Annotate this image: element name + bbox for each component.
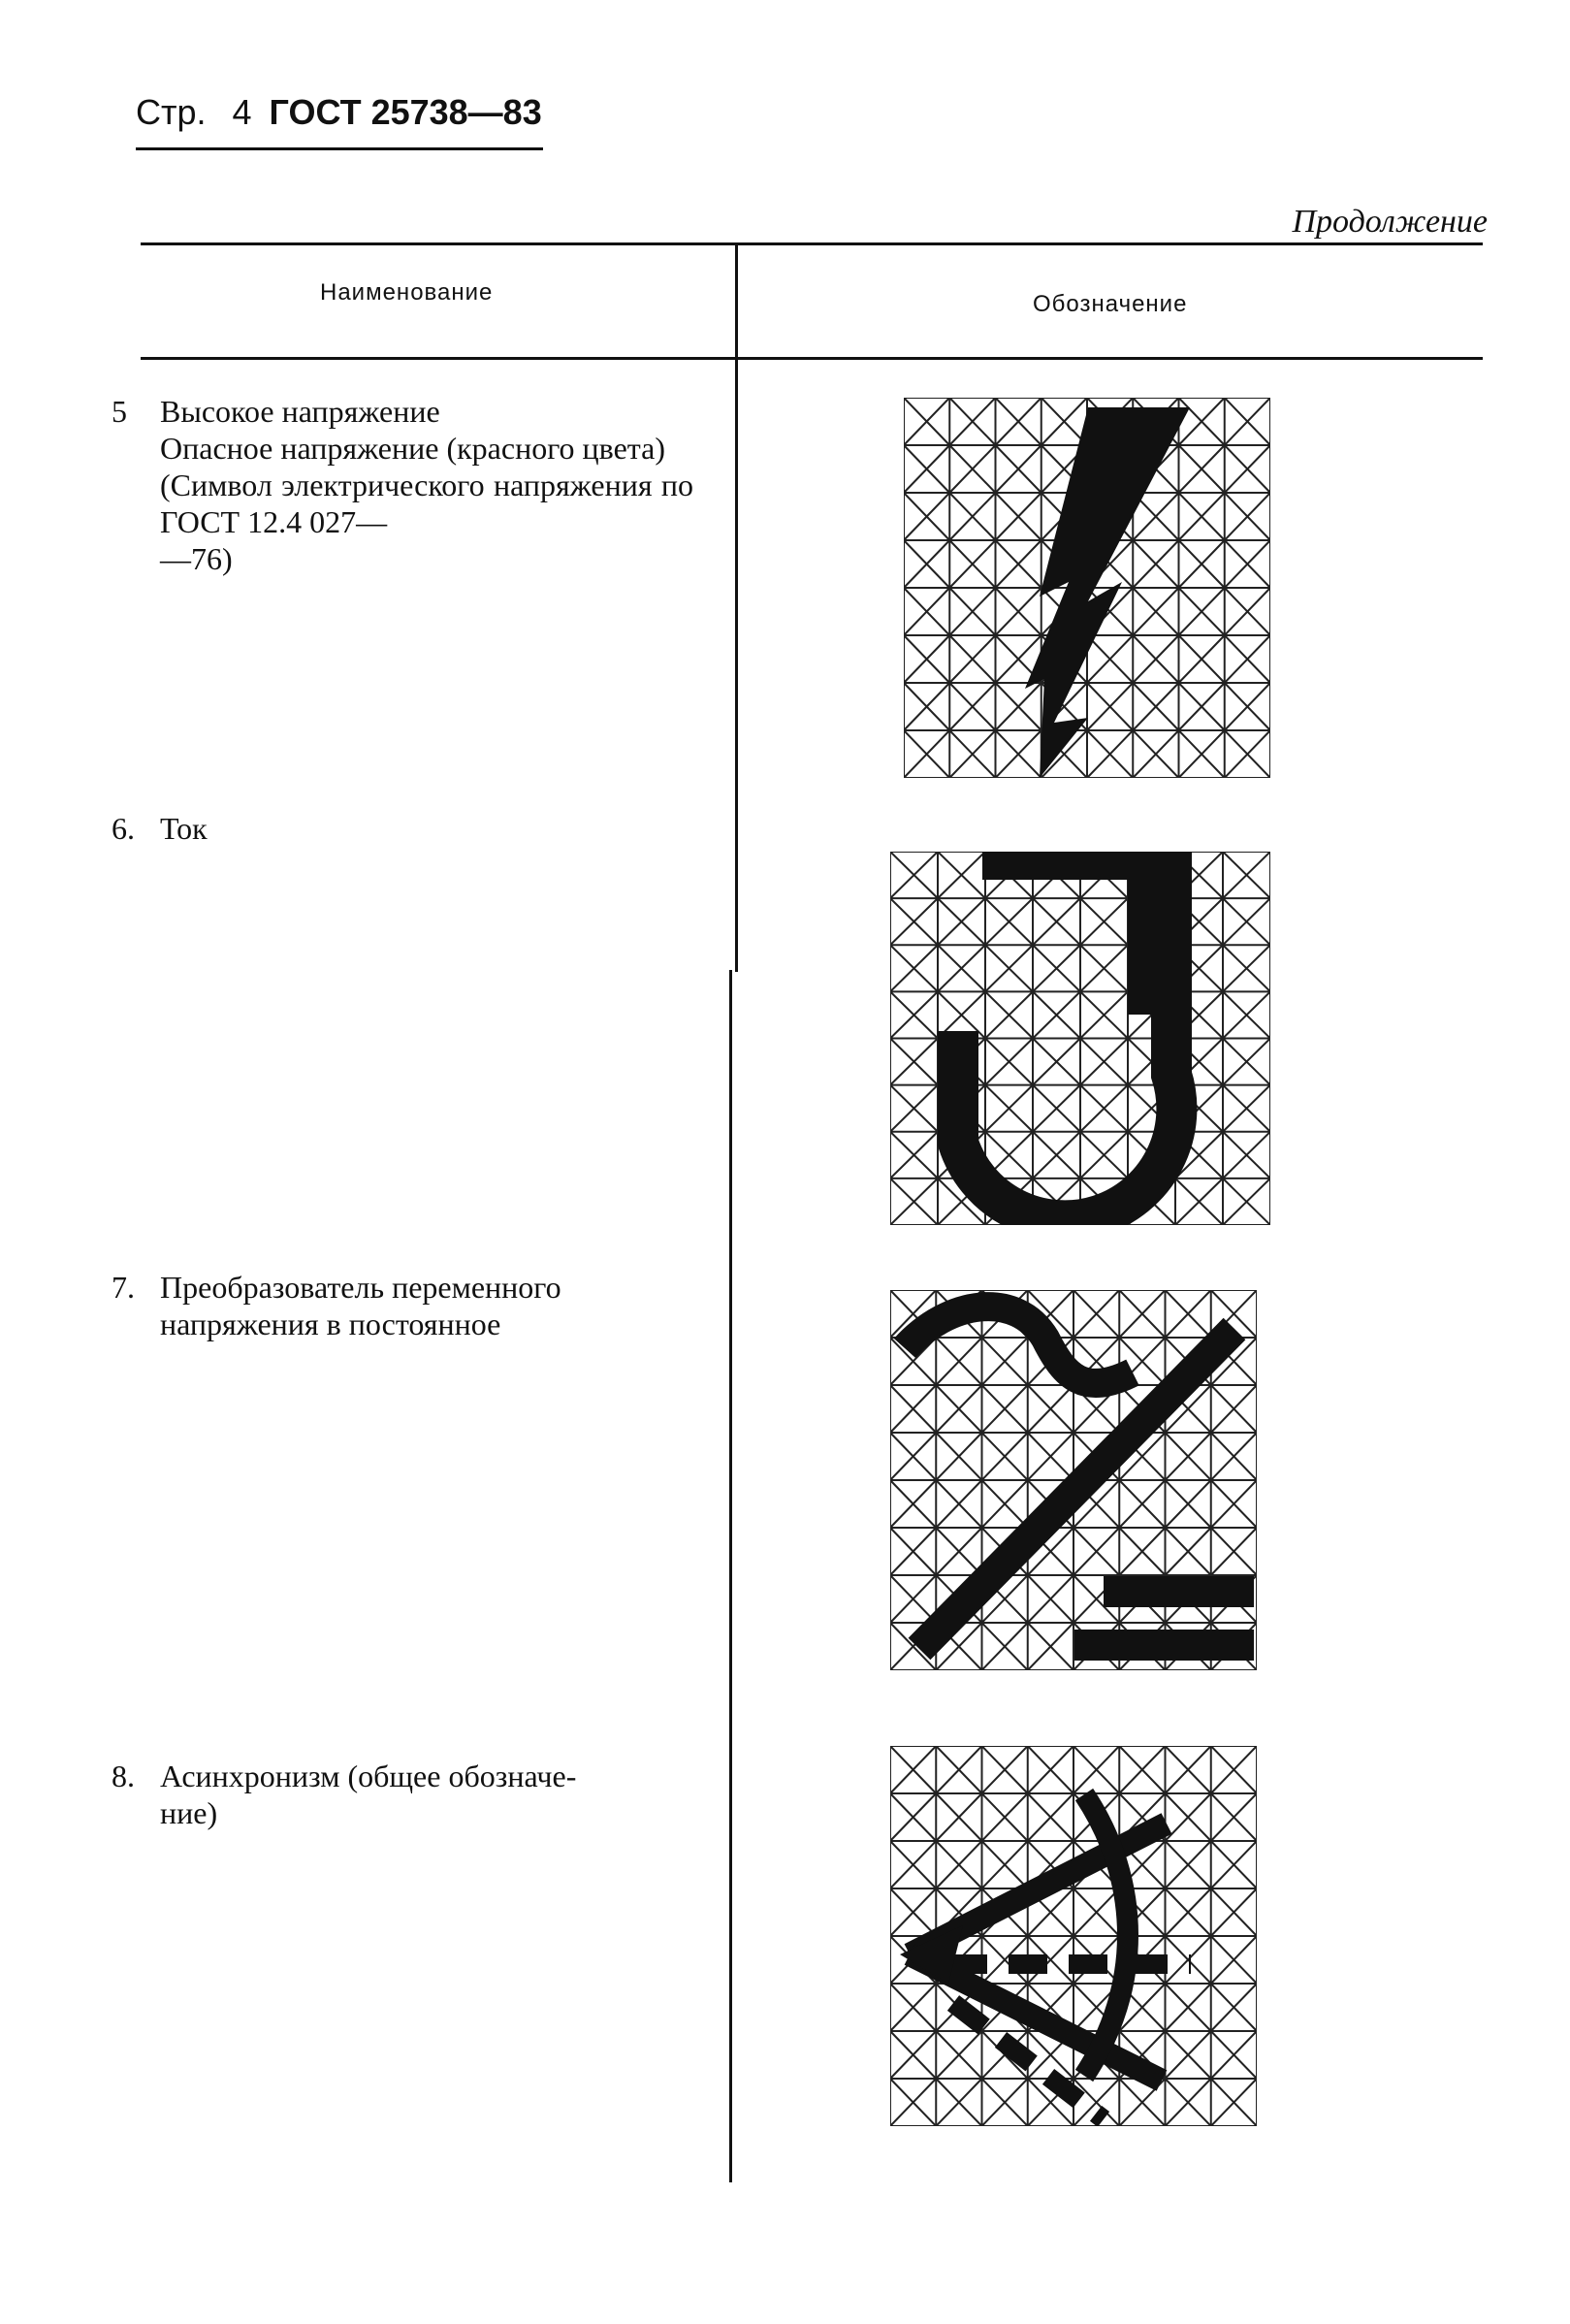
continued-label: Продолжение bbox=[1292, 204, 1488, 240]
row-text-line: Высокое напряжение bbox=[160, 394, 440, 429]
row-text-line: Ток bbox=[160, 811, 208, 846]
table-top-rule bbox=[141, 242, 1483, 245]
page-number: 4 bbox=[232, 92, 252, 132]
row-text-line: Асинхронизм (общее обозначе- bbox=[160, 1759, 577, 1793]
table-row bbox=[112, 1758, 703, 1831]
table-row bbox=[112, 393, 703, 577]
column-header-name: Наименование bbox=[320, 279, 494, 306]
row-text-line: —76) bbox=[160, 541, 233, 576]
row-text-line: ние) bbox=[160, 1795, 218, 1830]
column-divider-lower bbox=[729, 970, 732, 2182]
page-header bbox=[136, 92, 542, 133]
row-number: 6. bbox=[112, 811, 135, 846]
asynchronism-icon bbox=[890, 1746, 1259, 2126]
column-header-symbol: Обозначение bbox=[1033, 291, 1188, 317]
row-text-line: (Символ электрического напряжения по ГОСТ 12.4 027— bbox=[160, 468, 693, 539]
page-label: Стр. bbox=[136, 92, 207, 132]
row-text-line: Опасное напряжение (красного цвета) bbox=[160, 431, 665, 466]
row-number: 7. bbox=[112, 1270, 135, 1305]
column-divider-upper bbox=[735, 244, 738, 972]
table-row bbox=[112, 810, 703, 847]
row-text-line: Преобразователь переменного bbox=[160, 1270, 561, 1305]
current-hook-icon bbox=[890, 852, 1259, 1225]
ac-dc-converter-icon bbox=[890, 1290, 1259, 1670]
lightning-bolt-icon bbox=[904, 398, 1272, 778]
row-number: 8. bbox=[112, 1759, 135, 1793]
row-number: 5 bbox=[112, 394, 127, 429]
standard-number: ГОСТ 25738—83 bbox=[269, 92, 542, 132]
table-header-rule bbox=[141, 357, 1483, 360]
table-row bbox=[112, 1269, 703, 1342]
row-text-line: напряжения в постоянное bbox=[160, 1307, 501, 1341]
header-underline bbox=[136, 147, 543, 150]
